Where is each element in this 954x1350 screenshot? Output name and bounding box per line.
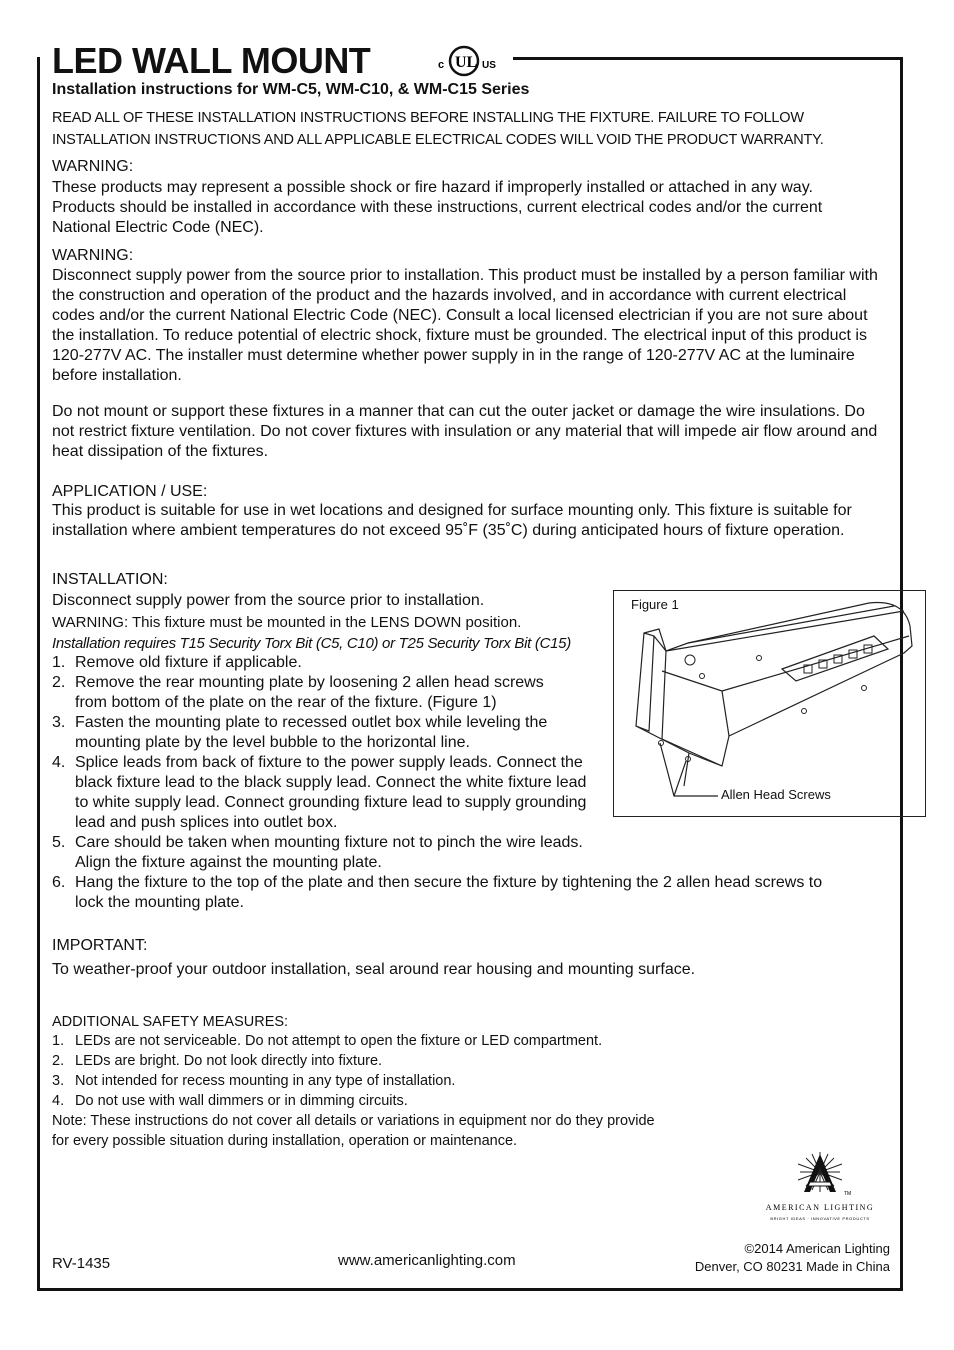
fixture-illustration [614,591,925,816]
list-item: 6. Hang the fixture to the top of the plate and then secure the fixture by tightening the 2 allen head screws to lock the mounting plate. [52,874,823,911]
list-item: 4. Splice leads from back of fixture to the power supply leads. Connect the black fixture lead to the black supply lead. Connect the white fixture lead to white supply lead. Connect grounding fixture lead to supply grounding lead and push splices into outlet box. [52,754,587,831]
warning-1-body: These products may represent a possible shock or fire hazard if improperly installed or attached in any way. Products should be installed in accordance with these instructions, current electrical codes and/or the current National Electric Code (NEC). [52,179,823,236]
figure-caption: Allen Head Screws [721,787,831,802]
installation-line-3: Installation requires T15 Security Torx Bit (C5, C10) or T25 Security Torx Bit (C15) [52,635,571,652]
company-info [660,1240,890,1276]
intro-line-1: READ ALL OF THESE INSTALLATION INSTRUCTIONS BEFORE INSTALLING THE FIXTURE. FAILURE TO FOLLOW [52,110,804,126]
important-body: To weather-proof your outdoor installation, seal around rear housing and mounting surface. [52,961,696,978]
warning-2-heading: WARNING: [52,247,134,264]
list-item: 2. LEDs are bright. Do not look directly into fixture. [52,1053,383,1069]
installation-heading: INSTALLATION: [52,571,168,588]
list-item: 3. Not intended for recess mounting in any type of installation. [52,1073,456,1089]
list-item: 5. Care should be taken when mounting fixture not to pinch the wire leads. Align the fixture against the mounting plate. [52,834,583,871]
address: Denver, CO 80231 Made in China [694,1259,890,1274]
installation-line-2: WARNING: This fixture must be mounted in the LENS DOWN position. [52,614,522,631]
important-heading: IMPORTANT: [52,937,148,954]
safety-note-line-1: Note: These instructions do not cover all details or variations in equipment nor do they provide [52,1113,655,1129]
list-item: 4. Do not use with wall dimmers or in dimming circuits. [52,1093,408,1109]
safety-list [52,1031,772,1111]
application-body: This product is suitable for use in wet locations and designed for surface mounting only. This fixture is suitable for installation where ambient temperatures do not exceed 95˚F (35˚C) during anticipated hours of fixture operation. [52,502,852,539]
border-left [37,57,40,1291]
page-title: LED WALL MOUNT [52,40,371,81]
mounting-note: Do not mount or support these fixtures in a manner that can cut the outer jacket or damage the wire insulations. Do not restrict fixture ventilation. Do not cover fixtures with insulation or any material that will impede air flow around and heat dissipation of the fixtures. [52,403,878,460]
list-item: 2. Remove the rear mounting plate by loosening 2 allen head screws from bottom of the plate on the rear of the fixture. (Figure 1) [52,674,544,711]
figure-1 [613,590,926,817]
border-top [513,57,903,60]
figure-label: Figure 1 [631,597,679,612]
ul-listed-mark [437,44,511,78]
safety-note-line-2: for every possible situation during installation, operation or maintenance. [52,1133,518,1149]
application-heading: APPLICATION / USE: [52,483,208,500]
ul-c-text: c [438,59,445,71]
list-item: 1. LEDs are not serviceable. Do not attempt to open the fixture or LED compartment. [52,1033,603,1049]
logo-tm: TM [844,1191,852,1197]
border-bottom [37,1288,903,1291]
installation-line-1: Disconnect supply power from the source prior to installation. [52,592,485,609]
subtitle: Installation instructions for WM-C5, WM-C10, & WM-C15 Series [52,81,530,98]
installation-steps [52,653,823,913]
revision-code: RV-1435 [52,1255,111,1272]
logo-tagline: BRIGHT IDEAS · INNOVATIVE PRODUCTS [770,1216,870,1221]
logo-brand: AMERICAN LIGHTING [765,1203,875,1212]
warning-2-body: Disconnect supply power from the source prior to installation. This product must be installed by a person familiar with the construction and operation of the product and the hazards involved, and in accordance with current electrical codes and/or the current National Electric Code (NEC). Consult a local licensed electrician if you are not sure about the installation. To reduce potential of electric shock, fixture must be grounded. The electrical input of this product is 120-277V AC. The installer must determine whether power supply in in the range of 120-277V AC at the luminaire before installation. [52,267,878,384]
safety-heading: ADDITIONAL SAFETY MEASURES: [52,1014,289,1030]
copyright: ©2014 American Lighting [744,1241,890,1256]
ul-us-text: US [482,60,496,71]
website-link[interactable]: www.americanlighting.com [338,1252,516,1269]
list-item: 3. Fasten the mounting plate to recessed outlet box while leveling the mounting plate by the level bubble to the horizontal line. [52,714,548,751]
intro-line-2: INSTALLATION INSTRUCTIONS AND ALL APPLICABLE ELECTRICAL CODES WILL VOID THE PRODUCT WARRANTY. [52,132,824,148]
american-lighting-logo [760,1148,880,1226]
list-item: 1. Remove old fixture if applicable. [52,654,302,671]
ul-text: UL [455,54,478,71]
warning-1-heading: WARNING: [52,158,134,175]
